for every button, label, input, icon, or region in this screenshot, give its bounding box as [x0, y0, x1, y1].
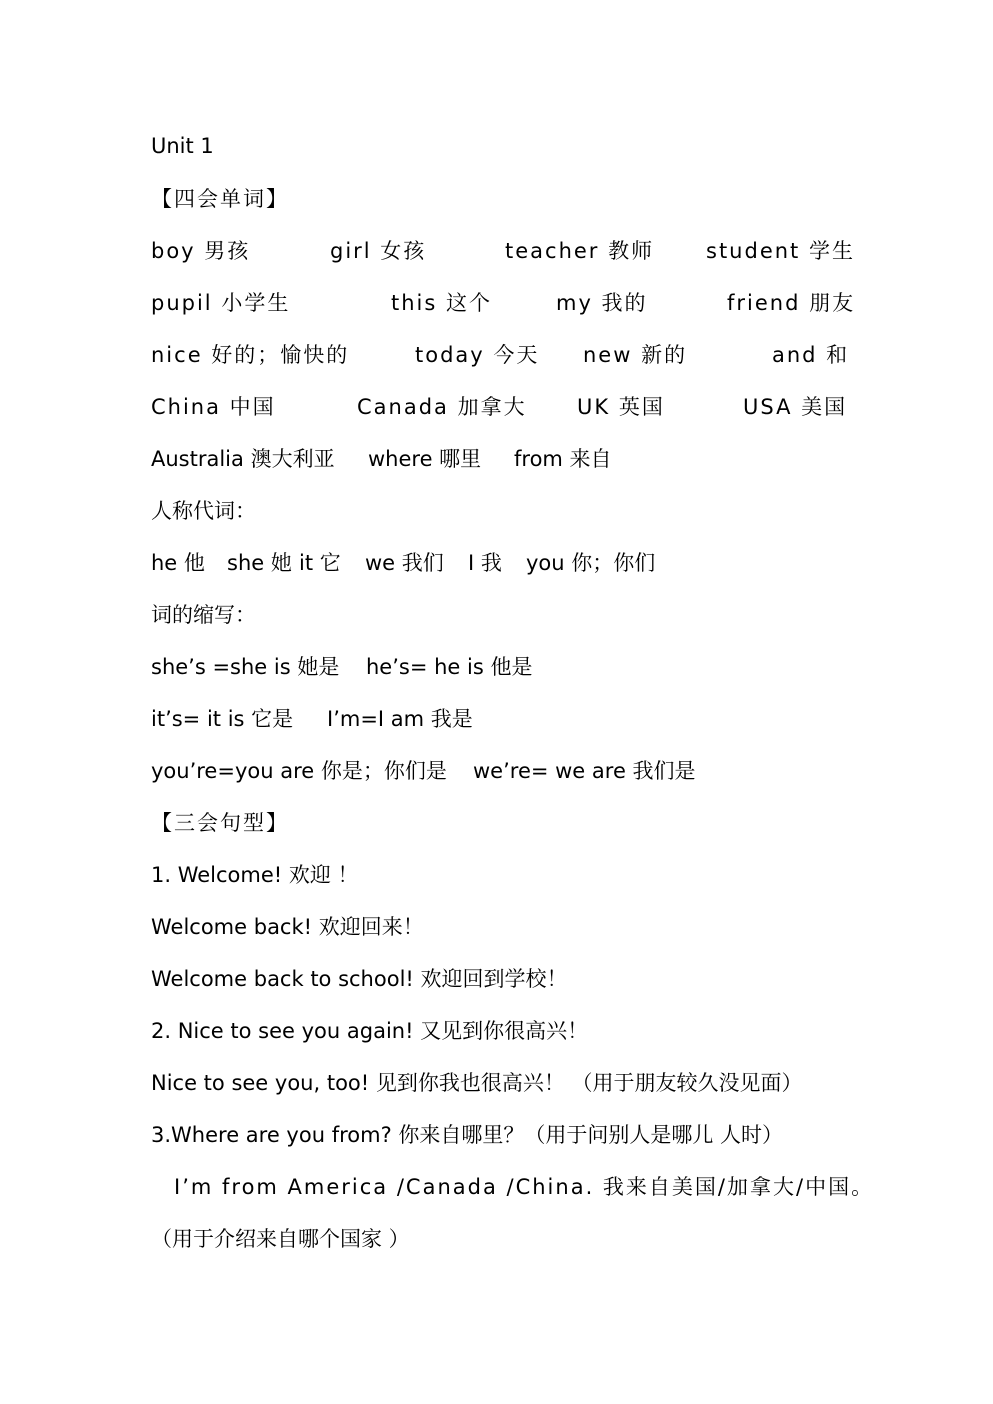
word-row	[151, 444, 843, 474]
word-item: new 新的	[583, 343, 688, 367]
word-row	[151, 392, 848, 422]
word-item: and 和	[772, 343, 850, 367]
contraction-item: I’m=I am 我是	[327, 707, 473, 731]
contraction-item: we’re= we are 我们是	[473, 759, 696, 783]
contraction-item: it’s= it is 它是	[151, 707, 294, 731]
pronoun-item: it 它	[299, 551, 341, 575]
sentence-line: 3.Where are you from? 你来自哪里？（用于问别人是哪儿 人时）	[151, 1123, 784, 1147]
word-item: China 中国	[151, 395, 276, 419]
contraction-row	[151, 704, 843, 734]
contractions-heading: 词的缩写：	[151, 603, 256, 627]
word-item: Canada 加拿大	[357, 395, 527, 419]
contraction-item: he’s= he is 他是	[366, 655, 533, 679]
word-row	[151, 340, 850, 370]
sentence-line: 1. Welcome! 欢迎 ！	[151, 863, 359, 887]
pronoun-item: we 我们	[365, 551, 444, 575]
sentence-line: Nice to see you, too! 见到你我也很高兴！ （用于朋友较久没见面）	[151, 1071, 803, 1095]
word-row	[151, 288, 856, 318]
contraction-row	[151, 756, 843, 786]
word-item: where 哪里	[368, 447, 482, 471]
word-item: USA 美国	[743, 395, 848, 419]
word-item: nice 好的；愉快的	[151, 343, 350, 367]
sentence-line: Welcome back! 欢迎回来！	[151, 915, 424, 939]
word-item: my 我的	[556, 291, 648, 315]
pronouns-heading: 人称代词：	[151, 499, 256, 523]
pronoun-item: I 我	[468, 551, 502, 575]
word-item: today 今天	[415, 343, 540, 367]
pronoun-item: you 你；你们	[526, 551, 656, 575]
pronoun-item: he 他	[151, 551, 205, 575]
words-section-heading: 【四会单词】	[151, 187, 289, 211]
pronoun-item: she 她	[227, 551, 292, 575]
sentence-line: （用于介绍来自哪个国家 ）	[151, 1227, 410, 1251]
word-row	[151, 236, 855, 266]
sentence-line: I’m from America /Canada /China. 我来自美国/加拿大/中国。	[174, 1175, 875, 1199]
contraction-item: you’re=you are 你是；你们是	[151, 759, 447, 783]
word-item: from 来自	[514, 447, 612, 471]
word-item: pupil 小学生	[151, 291, 291, 315]
contraction-row	[151, 652, 843, 682]
unit-title: Unit 1	[151, 134, 214, 158]
word-item: this 这个	[391, 291, 492, 315]
word-item: Australia 澳大利亚	[151, 447, 335, 471]
word-item: UK 英国	[577, 395, 665, 419]
word-item: boy 男孩	[151, 239, 251, 263]
sentence-line: 2. Nice to see you again! 又见到你很高兴！	[151, 1019, 589, 1043]
contraction-item: she’s =she is 她是	[151, 655, 340, 679]
pronoun-row	[151, 548, 843, 578]
sentence-line: Welcome back to school! 欢迎回到学校！	[151, 967, 568, 991]
word-item: friend 朋友	[727, 291, 856, 315]
word-item: teacher 教师	[505, 239, 655, 263]
word-item: girl 女孩	[330, 239, 427, 263]
sentences-section-heading: 【三会句型】	[151, 811, 289, 835]
word-item: student 学生	[706, 239, 855, 263]
